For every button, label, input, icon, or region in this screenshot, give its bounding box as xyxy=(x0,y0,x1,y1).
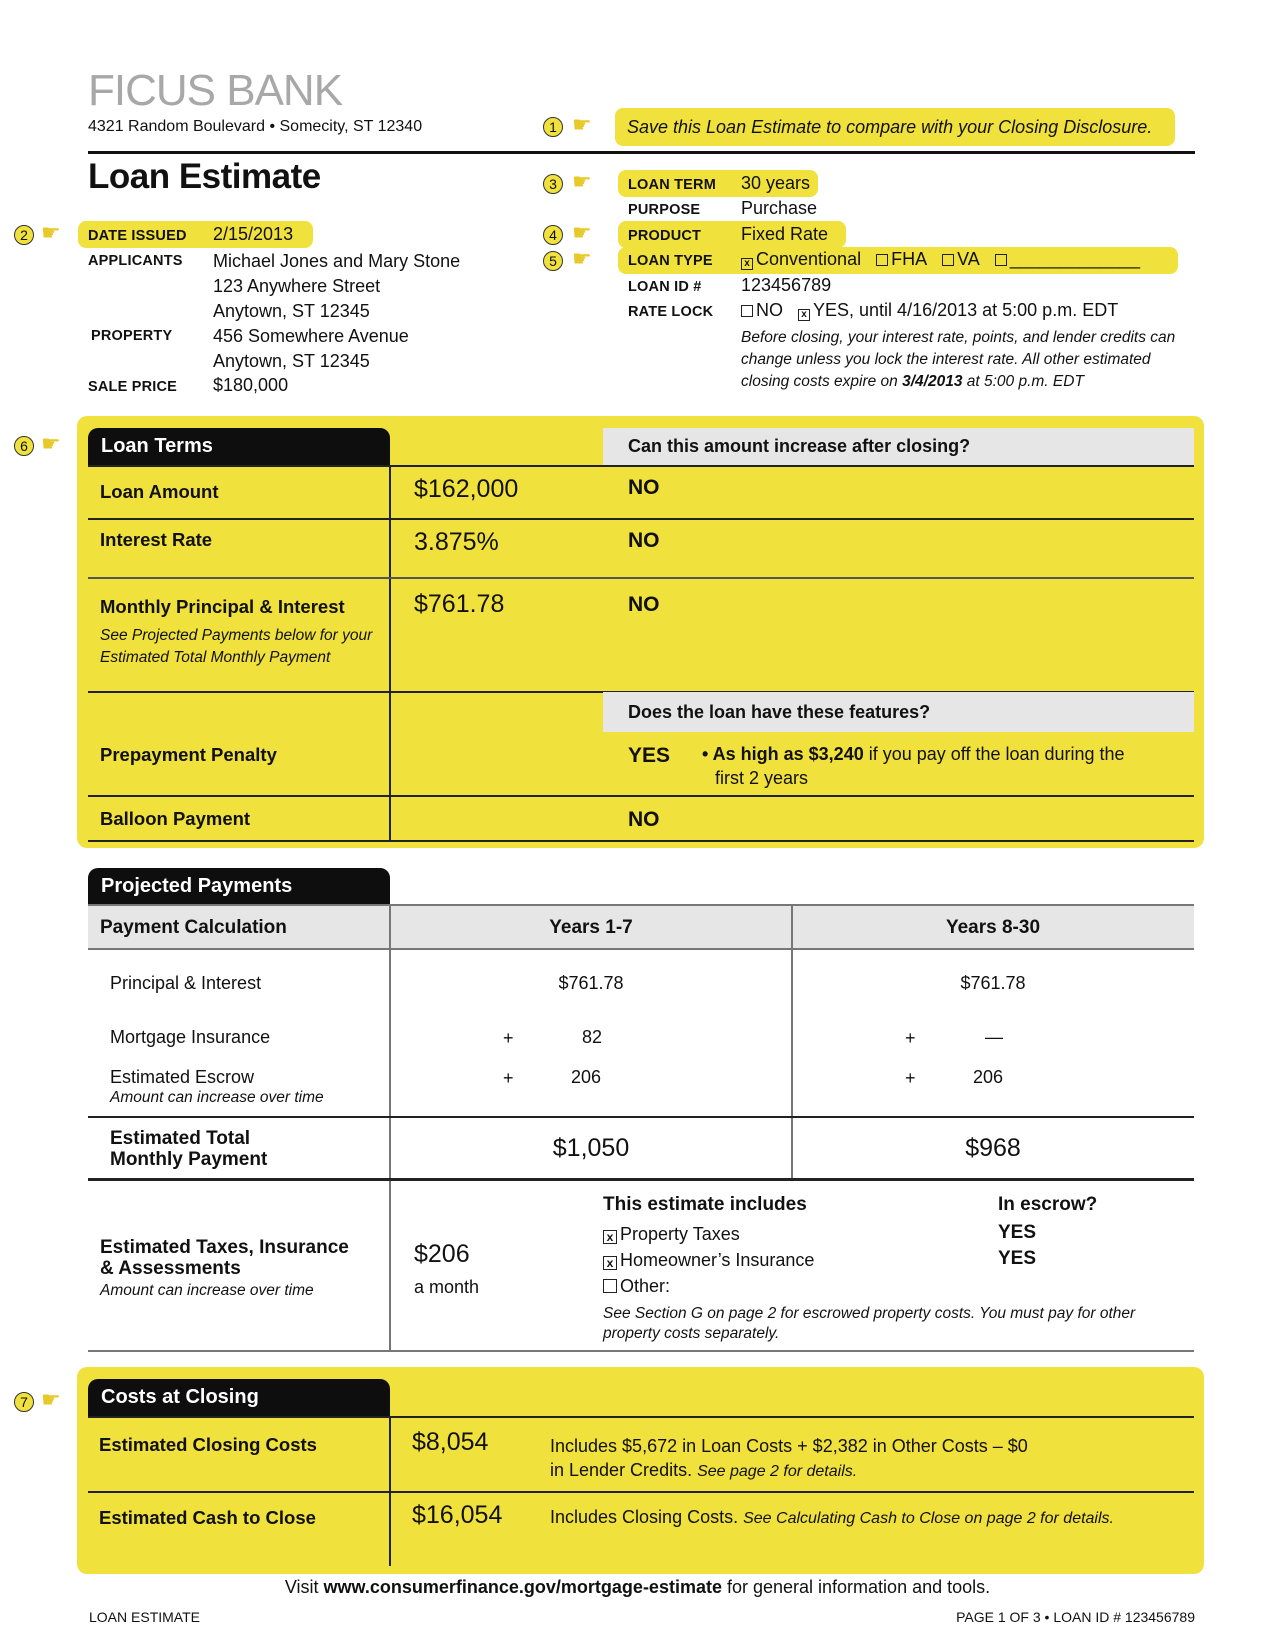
pointing-hand-icon: ☛ xyxy=(572,169,592,194)
header-divider xyxy=(88,151,1195,154)
years-1-7-header: Years 1-7 xyxy=(549,917,633,938)
loan-id-label: LOAN ID # xyxy=(628,279,702,295)
rate-lock-yes[interactable]: x YES, until 4/16/2013 at 5:00 p.m. EDT xyxy=(798,300,1118,320)
balloon-label: Balloon Payment xyxy=(100,808,251,829)
taxes-sublabel: Amount can increase over time xyxy=(100,1282,314,1299)
include-property-taxes[interactable]: x Property Taxes xyxy=(603,1224,740,1245)
loan-amount-answer: NO xyxy=(628,476,660,499)
taxes-label: Estimated Taxes, Insurance & Assessments xyxy=(100,1237,349,1279)
balloon-answer: NO xyxy=(628,808,660,831)
plus-sign: + xyxy=(503,1028,514,1048)
rate-lock-label: RATE LOCK xyxy=(628,304,714,320)
monthly-pi-value: $761.78 xyxy=(414,590,505,618)
loan-type-options xyxy=(741,249,1140,270)
callout-badge-1: 1 xyxy=(543,117,563,137)
column-divider xyxy=(389,465,391,840)
product-label: PRODUCT xyxy=(628,228,702,244)
applicants-value: Michael Jones and Mary Stone 123 Anywhere Street Anytown, ST 12345 xyxy=(213,251,461,321)
checkbox-checked-icon: x xyxy=(603,1230,617,1244)
pointing-hand-icon: ☛ xyxy=(572,220,592,245)
row-divider xyxy=(88,518,1194,520)
purpose-label: PURPOSE xyxy=(628,202,701,218)
callout-badge-3: 3 xyxy=(543,174,563,194)
section-divider xyxy=(88,1350,1194,1352)
checkbox-empty-icon xyxy=(995,254,1007,266)
monthly-pi-sublabel: See Projected Payments below for your Estimated Total Monthly Payment xyxy=(100,627,373,666)
property-value: 456 Somewhere Avenue Anytown, ST 12345 xyxy=(213,326,409,371)
checkbox-empty-icon xyxy=(876,254,888,266)
loan-id-value: 123456789 xyxy=(741,275,832,295)
cash-to-close-value: $16,054 xyxy=(412,1501,503,1529)
footer-right: PAGE 1 OF 3 • LOAN ID # 123456789 xyxy=(956,1609,1195,1625)
includes-title: This estimate includes xyxy=(603,1194,807,1215)
escrow-title: In escrow? xyxy=(998,1194,1098,1215)
costs-at-closing-tab: Costs at Closing xyxy=(88,1379,390,1416)
prepayment-answer: YES xyxy=(628,744,671,767)
row-divider xyxy=(88,1416,1194,1418)
taxes-period: a month xyxy=(414,1277,480,1297)
sale-price-label: SALE PRICE xyxy=(88,379,178,395)
loan-type-va[interactable]: VA xyxy=(942,249,980,269)
increase-question-header: Can this amount increase after closing? xyxy=(603,428,1194,465)
include-homeowners-insurance[interactable]: x Homeowner’s Insurance xyxy=(603,1250,814,1271)
loan-type-fha[interactable]: FHA xyxy=(876,249,927,269)
escrow-years-1-7: 206 xyxy=(570,1067,602,1087)
purpose-value: Purchase xyxy=(741,198,818,218)
loan-amount-label: Loan Amount xyxy=(100,481,219,502)
date-issued-label: DATE ISSUED xyxy=(88,228,187,244)
bank-address: 4321 Random Boulevard • Somecity, ST 12340 xyxy=(88,118,423,135)
total-years-1-7: $1,050 xyxy=(552,1134,630,1162)
pointing-hand-icon: ☛ xyxy=(41,220,61,245)
callout-badge-2: 2 xyxy=(14,225,34,245)
checkbox-empty-icon xyxy=(942,254,954,266)
taxes-note: See Section G on page 2 for escrowed property costs. You must pay for other property costs separately. xyxy=(603,1305,1136,1342)
visit-line: Visit www.consumerfinance.gov/mortgage-estimate for general information and tools. xyxy=(284,1577,991,1597)
save-note: Save this Loan Estimate to compare with your Closing Disclosure. xyxy=(615,108,1175,146)
loan-type-other[interactable]: _____________ xyxy=(995,249,1140,269)
mi-years-1-7: 82 xyxy=(581,1027,603,1047)
projected-payments-tab: Projected Payments xyxy=(88,868,390,905)
row-divider xyxy=(88,1116,1194,1118)
checkbox-checked-icon: x xyxy=(798,309,810,321)
callout-badge-4: 4 xyxy=(543,225,563,245)
closing-costs-detail: Includes $5,672 in Loan Costs + $2,382 in Other Costs – $0 in Lender Credits. See page 2 for details. xyxy=(550,1436,1028,1480)
row-divider xyxy=(88,465,1194,467)
checkbox-checked-icon: x xyxy=(603,1256,617,1270)
rate-lock-note: Before closing, your interest rate, points, and lender credits can change unless you lock the interest rate. All other estimated closing costs expire on 3/4/2013 at 5:00 p.m. EDT xyxy=(741,329,1176,390)
cash-to-close-label: Estimated Cash to Close xyxy=(99,1507,316,1528)
loan-amount-value: $162,000 xyxy=(414,475,519,503)
escrow-years-8-30: 206 xyxy=(972,1067,1004,1087)
row-divider xyxy=(88,948,1194,950)
checkbox-empty-icon xyxy=(603,1279,617,1293)
cash-to-close-detail: Includes Closing Costs. See Calculating Cash to Close on page 2 for details. xyxy=(550,1507,1114,1527)
loan-term-value: 30 years xyxy=(741,173,811,193)
applicants-label: APPLICANTS xyxy=(88,253,183,269)
plus-sign: + xyxy=(503,1068,514,1088)
product-value: Fixed Rate xyxy=(741,224,829,244)
date-issued-value: 2/15/2013 xyxy=(213,224,294,244)
prepayment-label: Prepayment Penalty xyxy=(100,744,277,765)
interest-rate-value: 3.875% xyxy=(414,528,499,556)
pi-label: Principal & Interest xyxy=(110,973,262,993)
closing-costs-label: Estimated Closing Costs xyxy=(99,1434,317,1455)
pointing-hand-icon: ☛ xyxy=(41,1387,61,1412)
page-title: Loan Estimate xyxy=(88,157,321,196)
mi-label: Mortgage Insurance xyxy=(110,1027,271,1047)
total-monthly-label: Estimated Total Monthly Payment xyxy=(110,1128,268,1170)
total-years-8-30: $968 xyxy=(965,1134,1021,1162)
bank-name: FICUS BANK xyxy=(88,66,343,115)
prepayment-detail: • As high as $3,240 if you pay off the loan during the first 2 years xyxy=(702,744,1125,788)
rate-lock-no[interactable]: NO xyxy=(741,300,783,320)
checkbox-empty-icon xyxy=(741,305,753,317)
loan-type-label: LOAN TYPE xyxy=(628,253,713,269)
row-divider xyxy=(88,795,1194,797)
years-8-30-header: Years 8-30 xyxy=(945,917,1041,938)
callout-badge-6: 6 xyxy=(14,436,34,456)
callout-badge-5: 5 xyxy=(543,251,563,271)
property-taxes-escrow: YES xyxy=(998,1222,1037,1243)
checkbox-checked-icon: x xyxy=(741,258,753,270)
monthly-pi-label: Monthly Principal & Interest xyxy=(100,596,345,617)
plus-sign: + xyxy=(905,1028,916,1048)
property-label: PROPERTY xyxy=(91,328,173,344)
pointing-hand-icon: ☛ xyxy=(572,112,592,137)
mi-years-8-30: — xyxy=(985,1027,1003,1047)
pointing-hand-icon: ☛ xyxy=(572,246,592,271)
interest-rate-label: Interest Rate xyxy=(100,529,213,550)
escrow-label: Estimated Escrow xyxy=(110,1067,255,1087)
loan-term-label: LOAN TERM xyxy=(628,177,716,193)
loan-terms-tab: Loan Terms xyxy=(88,428,390,465)
include-other[interactable]: Other: xyxy=(603,1276,670,1297)
sale-price-value: $180,000 xyxy=(213,375,289,395)
row-divider xyxy=(88,577,1194,579)
plus-sign: + xyxy=(905,1068,916,1088)
rate-lock-options xyxy=(741,300,1118,321)
row-divider-thick xyxy=(88,1178,1194,1181)
escrow-sublabel: Amount can increase over time xyxy=(110,1089,324,1106)
pi-years-1-7: $761.78 xyxy=(558,973,624,993)
interest-rate-answer: NO xyxy=(628,529,660,552)
callout-badge-7: 7 xyxy=(14,1392,34,1412)
features-question-header: Does the loan have these features? xyxy=(603,692,1194,732)
loan-type-conventional[interactable]: x Conventional xyxy=(741,249,861,269)
closing-costs-value: $8,054 xyxy=(412,1428,489,1456)
consumer-finance-link[interactable]: www.consumerfinance.gov/mortgage-estimate xyxy=(323,1577,722,1597)
row-divider xyxy=(88,1491,1194,1493)
monthly-pi-answer: NO xyxy=(628,593,660,616)
homeowners-insurance-escrow: YES xyxy=(998,1248,1037,1269)
footer-left: LOAN ESTIMATE xyxy=(89,1609,200,1625)
pi-years-8-30: $761.78 xyxy=(960,973,1026,993)
taxes-amount: $206 xyxy=(414,1240,470,1268)
pointing-hand-icon: ☛ xyxy=(41,431,61,456)
row-divider xyxy=(88,840,1194,842)
payment-calc-header: Payment Calculation xyxy=(100,917,287,938)
